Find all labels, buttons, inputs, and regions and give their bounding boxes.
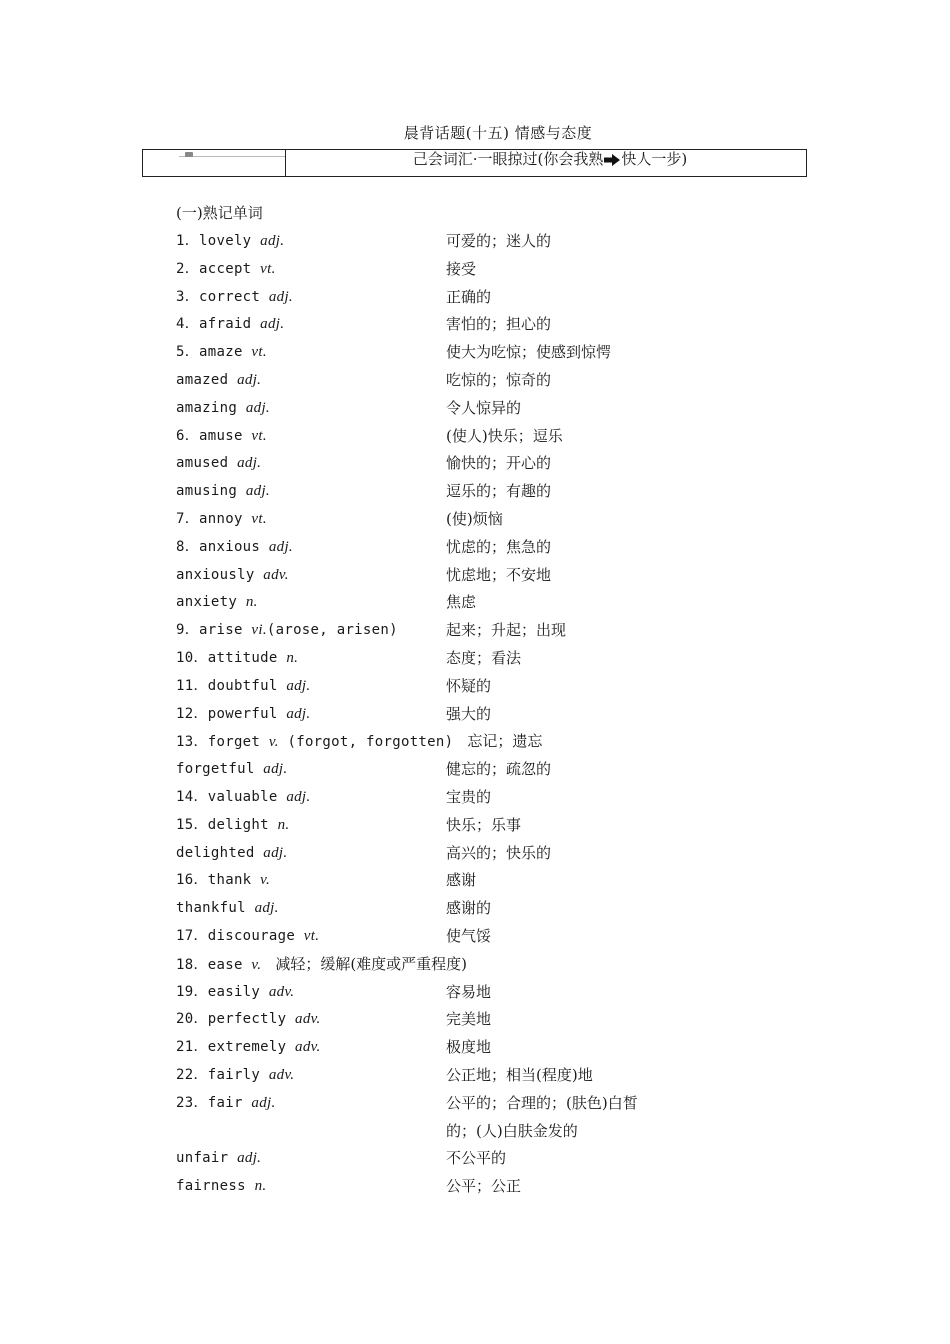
word-meaning: 健忘的；疏忽的 — [446, 760, 552, 779]
vocab-word — [176, 868, 270, 892]
vocab-word — [176, 535, 293, 559]
word-text: 23．fair — [176, 1094, 252, 1111]
part-of-speech: adj. — [237, 1150, 262, 1167]
word-text: amused — [176, 455, 238, 472]
vocab-word — [176, 424, 267, 448]
word-text: 15．delight — [176, 816, 278, 833]
vocab-word — [176, 757, 287, 781]
vocab-word — [176, 396, 270, 420]
vocab-row — [176, 451, 736, 479]
part-of-speech: adv. — [268, 983, 295, 1000]
vocab-row — [176, 841, 736, 869]
vocab-row — [176, 340, 736, 368]
right-arrow-icon — [604, 154, 620, 166]
word-meaning: 容易地 — [446, 982, 492, 1001]
word-text: 9．arise — [176, 622, 252, 639]
vocab-word — [176, 229, 284, 253]
vocab-word — [176, 646, 298, 670]
word-meaning: 怀疑的 — [446, 676, 492, 695]
word-text: 3．correct — [176, 288, 269, 305]
vocab-row — [176, 285, 736, 313]
vocab-row — [176, 1146, 736, 1174]
word-text: thankful — [176, 900, 255, 917]
word-meaning: 正确的 — [446, 287, 492, 306]
word-meaning: 可爱的；迷人的 — [446, 232, 552, 250]
word-meaning: 感谢的 — [446, 899, 492, 918]
vocab-word — [176, 285, 293, 309]
vocab-row — [176, 1174, 736, 1202]
word-text: 18．ease — [176, 956, 252, 973]
vocab-row — [176, 479, 736, 507]
vocab-word — [176, 674, 310, 698]
vocab-row — [176, 229, 736, 257]
vocab-row — [176, 813, 736, 841]
section-title: (一)熟记单词 — [176, 204, 263, 222]
vocab-word — [176, 368, 261, 392]
word-meaning: 忘记；遗忘 — [467, 732, 543, 751]
vocab-word — [176, 952, 467, 977]
part-of-speech: n. — [277, 816, 290, 833]
word-text: anxiety — [176, 594, 246, 611]
vocab-word — [176, 618, 398, 642]
part-of-speech: adj. — [286, 677, 311, 694]
vocab-row — [176, 1091, 736, 1119]
part-of-speech: adj. — [245, 399, 270, 416]
word-meaning: 使大为吃惊；使感到惊愕 — [446, 343, 612, 362]
word-text: 8．anxious — [176, 538, 269, 555]
word-meaning: 态度；看法 — [446, 648, 522, 667]
vocab-row — [176, 702, 736, 730]
word-text: anxiously — [176, 566, 264, 583]
vocabulary-list — [176, 229, 736, 1202]
vocab-word — [176, 1063, 294, 1087]
vocab-word — [176, 924, 319, 948]
vocab-word — [176, 1035, 321, 1059]
vocab-word — [176, 813, 289, 837]
vocab-word — [176, 257, 276, 281]
vocab-word — [176, 980, 294, 1004]
vocab-row — [176, 257, 736, 285]
vocab-row — [176, 785, 736, 813]
vocab-word — [176, 1146, 261, 1170]
part-of-speech: n. — [245, 594, 258, 611]
vocab-word — [176, 479, 270, 503]
word-text: unfair — [176, 1150, 238, 1167]
word-meaning: (使人)快乐；逗乐 — [446, 426, 563, 445]
word-text: 11．doubtful — [176, 677, 287, 694]
word-text: 2．accept — [176, 260, 261, 277]
part-of-speech: adj. — [251, 1094, 276, 1111]
word-meaning: (使)烦恼 — [446, 509, 503, 528]
vocab-row — [176, 618, 736, 646]
word-meaning: 强大的 — [446, 704, 492, 723]
word-meaning: 使气馁 — [446, 926, 492, 945]
word-meaning: 的；(人)白肤金发的 — [446, 1121, 578, 1140]
vocab-word — [176, 451, 261, 475]
word-meaning: 公正地；相当(程度)地 — [446, 1065, 593, 1084]
part-of-speech: adj. — [263, 761, 288, 778]
banner-left-cell — [143, 150, 286, 176]
vocab-row — [176, 646, 736, 674]
part-of-speech: vt. — [251, 344, 267, 361]
part-of-speech: v. — [268, 734, 279, 751]
vocab-word — [176, 702, 310, 726]
part-of-speech: adv. — [295, 1039, 321, 1056]
banner-text-before: 己会词汇·一眼掠过(你会我熟 — [412, 150, 604, 168]
word-meaning: 公平的；合理的；(肤色)白皙 — [446, 1093, 638, 1112]
vocab-word — [176, 507, 267, 531]
word-text: 10．attitude — [176, 649, 287, 666]
part-of-speech: vt. — [260, 260, 276, 277]
banner-text-after: 快人一步) — [621, 150, 688, 168]
word-text: 7．annoy — [176, 510, 252, 527]
vocab-row — [176, 396, 736, 424]
part-of-speech: adv. — [268, 1066, 295, 1083]
vocab-row — [176, 424, 736, 452]
word-text: 14．valuable — [176, 788, 287, 805]
word-text: 13．forget — [176, 734, 269, 751]
word-meaning: 减轻；缓解(难度或严重程度) — [275, 954, 468, 973]
word-meaning: 感谢 — [446, 871, 477, 890]
part-of-speech: v. — [251, 956, 262, 973]
banner-heading — [286, 150, 806, 176]
vocab-word — [176, 1174, 266, 1198]
word-text: 1．lovely — [176, 233, 261, 249]
part-of-speech: adj. — [245, 483, 270, 500]
word-meaning: 忧虑地；不安地 — [446, 565, 552, 584]
part-of-speech: adj. — [268, 288, 293, 305]
word-meaning: 愉快的；开心的 — [446, 454, 552, 473]
word-text: 19．easily — [176, 983, 269, 1000]
word-text: 4．afraid — [176, 316, 261, 333]
vocab-row — [176, 507, 736, 535]
part-of-speech: adj. — [268, 538, 293, 555]
word-meaning: 害怕的；担心的 — [446, 315, 552, 334]
vocab-row — [176, 1119, 736, 1147]
part-of-speech: vt. — [251, 510, 267, 527]
word-text: amusing — [176, 483, 246, 500]
word-text: 22．fairly — [176, 1066, 269, 1083]
word-text: 16．thank — [176, 872, 261, 889]
vocab-row — [176, 868, 736, 896]
word-meaning: 完美地 — [446, 1010, 492, 1029]
word-text: amazing — [176, 399, 246, 416]
part-of-speech: n. — [254, 1178, 267, 1195]
part-of-speech: adv. — [295, 1011, 321, 1028]
word-meaning: 接受 — [446, 259, 477, 278]
word-meaning: 极度地 — [446, 1038, 492, 1057]
part-of-speech: vi. — [251, 622, 267, 639]
word-text: fairness — [176, 1178, 255, 1195]
part-of-speech: adj. — [237, 371, 262, 388]
vocab-row — [176, 1007, 736, 1035]
word-text: amazed — [176, 371, 238, 388]
vocab-row — [176, 896, 736, 924]
word-meaning: 逗乐的；有趣的 — [446, 482, 552, 501]
word-text: 20．perfectly — [176, 1011, 296, 1028]
word-meaning: 高兴的；快乐的 — [446, 843, 552, 862]
vocab-word — [176, 1007, 321, 1031]
word-text: 5．amaze — [176, 344, 252, 361]
banner-divider-line — [179, 156, 285, 161]
part-of-speech: n. — [286, 649, 299, 666]
word-text: 6．amuse — [176, 427, 252, 444]
word-meaning: 起来；升起；出现 — [446, 621, 567, 640]
part-of-speech: adj. — [237, 455, 262, 472]
part-of-speech: adj. — [286, 705, 311, 722]
vocab-row — [176, 674, 736, 702]
vocab-word — [176, 785, 310, 809]
word-meaning: 忧虑的；焦急的 — [446, 537, 552, 556]
vocab-row — [176, 1063, 736, 1091]
word-meaning: 令人惊异的 — [446, 398, 522, 417]
vocab-word — [176, 340, 267, 364]
vocab-row — [176, 590, 736, 618]
vocab-word — [176, 1091, 276, 1115]
part-of-speech: adj. — [263, 844, 288, 861]
word-text: 12．powerful — [176, 705, 287, 722]
part-of-speech: vt. — [303, 927, 320, 944]
section-banner — [142, 149, 807, 177]
vocab-row — [176, 1035, 736, 1063]
vocab-row — [176, 980, 736, 1008]
part-of-speech: adv. — [263, 566, 289, 583]
vocab-word — [176, 590, 258, 614]
vocab-row — [176, 368, 736, 396]
vocab-row — [176, 312, 736, 340]
word-meaning: 焦虑 — [446, 593, 477, 612]
word-text: 17．discourage — [176, 927, 304, 944]
part-of-speech: adj. — [254, 900, 279, 917]
vocab-word — [176, 312, 284, 336]
vocab-word — [176, 841, 287, 865]
word-meaning: 吃惊的；惊奇的 — [446, 370, 552, 389]
part-of-speech: v. — [260, 872, 271, 889]
vocab-row — [176, 535, 736, 563]
vocab-row — [176, 563, 736, 591]
part-of-speech: vt. — [251, 427, 267, 444]
part-of-speech: adj. — [286, 788, 311, 805]
word-meaning: 宝贵的 — [446, 787, 492, 806]
vocab-word — [176, 563, 289, 587]
word-text: delighted — [176, 844, 264, 861]
vocab-row — [176, 757, 736, 785]
vocab-row — [176, 924, 736, 952]
word-meaning: 公平；公正 — [446, 1177, 522, 1196]
vocab-word — [176, 896, 279, 920]
image-placeholder-icon — [185, 152, 193, 157]
part-of-speech: adj. — [260, 233, 285, 249]
word-meaning: 不公平的 — [446, 1149, 507, 1168]
vocab-word — [176, 729, 542, 754]
vocab-row — [176, 729, 736, 757]
page-title: 晨背话题(十五) 情感与态度 — [403, 124, 593, 142]
word-forms: (arose, arisen) — [266, 622, 398, 639]
vocab-row — [176, 952, 736, 980]
part-of-speech: adj. — [260, 316, 285, 333]
word-text: 21．extremely — [176, 1039, 296, 1056]
word-meaning: 快乐；乐事 — [446, 815, 522, 834]
word-forms: (forgot, forgotten) — [278, 734, 454, 751]
word-text: forgetful — [176, 761, 264, 778]
